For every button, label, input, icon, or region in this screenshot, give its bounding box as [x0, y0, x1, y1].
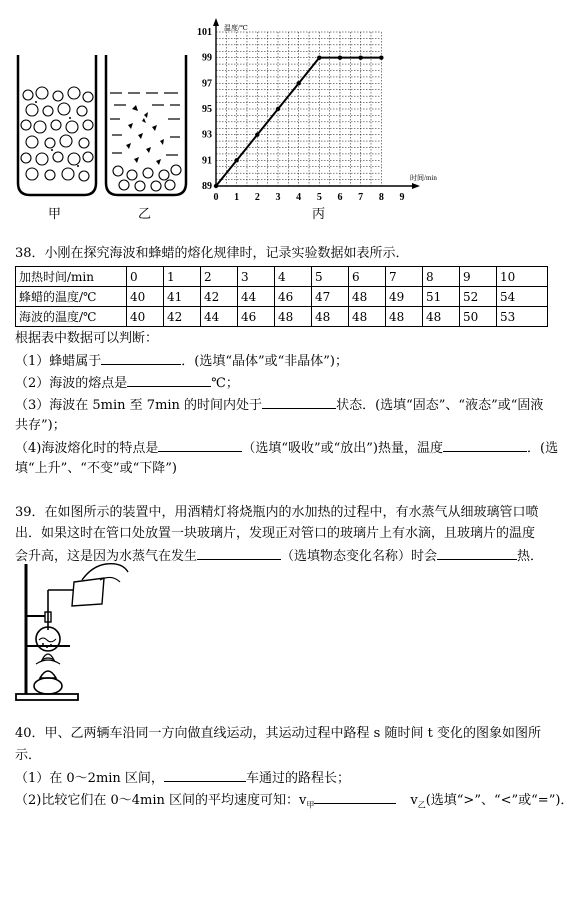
q38-part4-mid: （选填“吸收”或“放出”)热量，温度: [242, 441, 443, 456]
beaker-jia-figure: [12, 55, 102, 200]
table-cell: 42: [201, 287, 238, 307]
x-tick-label: 9: [399, 192, 405, 203]
q40-part2-suffix: (选填“>”、“<”或“=”)．: [425, 793, 574, 808]
table-header-row: [16, 267, 548, 287]
table-cell: 2: [201, 267, 238, 287]
table-cell: 49: [386, 287, 423, 307]
q38-part4-prefix: （4)海波熔化时的特点是: [15, 441, 159, 456]
chart-axes: [213, 18, 420, 189]
x-tick-label: 8: [378, 192, 384, 203]
table-cell: 46: [275, 287, 312, 307]
y-axis-arrow: [213, 18, 219, 26]
x-tick-label: 7: [358, 192, 364, 203]
table-cell: 40: [127, 307, 164, 327]
q40-part1-suffix: 车通过的路程长；: [245, 771, 350, 786]
answer-blank[interactable]: [197, 546, 281, 560]
data-point: [214, 184, 218, 188]
q40-part2-v: v: [410, 793, 418, 808]
y-tick-label: 89: [202, 181, 212, 192]
table-row: [16, 287, 548, 307]
table-cell: 加热时间/min: [16, 267, 127, 287]
table-cell: 53: [497, 307, 548, 327]
y-tick-label: 95: [202, 104, 212, 115]
y-tick-label: 93: [202, 129, 212, 141]
table-cell: 海波的温度/℃: [16, 307, 127, 327]
subscript-yi: 乙: [417, 800, 426, 810]
answer-blank[interactable]: [443, 438, 527, 452]
table-cell: 蜂蜡的温度/℃: [16, 287, 127, 307]
table-cell: 48: [275, 307, 312, 327]
answer-blank[interactable]: [437, 546, 517, 560]
q39-line1: 39．在如图所示的装置中，用酒精灯将烧瓶内的水加热的过程中，有水蒸气从细玻璃管口喷: [15, 505, 539, 520]
q38-part3-cont: 共存”)；: [15, 418, 66, 433]
x-axis-title: 时间/min: [410, 174, 437, 182]
table-cell: 48: [312, 307, 349, 327]
y-tick-label: 97: [202, 78, 212, 90]
q40-part2: [15, 790, 573, 816]
q38-part3: [15, 395, 543, 416]
x-tick-label: 6: [337, 192, 343, 203]
data-point: [379, 55, 383, 59]
table-cell: 9: [460, 267, 497, 287]
q40-line1: 40．甲、乙两辆车沿同一方向做直线运动，其运动过程中路程 s 随时间 t 变化的图象如图所: [15, 726, 541, 741]
table-cell: 52: [460, 287, 497, 307]
x-tick-label: 4: [296, 192, 302, 203]
table-cell: 46: [238, 307, 275, 327]
table-cell: 48: [349, 287, 386, 307]
temperature-time-chart: [190, 18, 440, 216]
table-cell: 41: [164, 287, 201, 307]
table-cell: 48: [423, 307, 460, 327]
answer-blank[interactable]: [101, 351, 181, 365]
q38-data-table: [15, 266, 548, 327]
q38-stem: 38．小刚在探究海波和蜂蜡的熔化规律时，记录实验数据如表所示．: [15, 246, 409, 261]
table-cell: 3: [238, 267, 275, 287]
q40-part1: [15, 768, 350, 789]
data-point: [358, 55, 362, 59]
table-cell: 40: [127, 287, 164, 307]
table-cell: 10: [497, 267, 548, 287]
table-cell: 48: [386, 307, 423, 327]
answer-blank[interactable]: [262, 395, 336, 409]
beaker-yi-label: 乙: [138, 207, 152, 222]
chart-ticks: [197, 27, 405, 203]
data-point: [234, 158, 238, 162]
q39-line3-prefix: 会升高，这是因为水蒸气在发生: [15, 549, 198, 564]
table-cell: 6: [349, 267, 386, 287]
answer-blank[interactable]: [314, 790, 396, 804]
x-tick-label: 0: [213, 192, 219, 203]
q38-part1: [15, 351, 348, 372]
y-tick-label: 99: [202, 52, 212, 64]
table-cell: 1: [164, 267, 201, 287]
heating-apparatus-figure: [12, 560, 132, 702]
q39-line3-mid: （选填物态变化名称）时会: [281, 549, 438, 564]
data-point: [338, 55, 342, 59]
q38-part4: [15, 438, 558, 459]
y-tick-label: 101: [197, 27, 212, 38]
table-cell: 42: [164, 307, 201, 327]
table-cell: 7: [386, 267, 423, 287]
table-cell: 8: [423, 267, 460, 287]
q40-part1-prefix: （1）在 0～2min 区间，: [15, 771, 164, 786]
x-tick-label: 2: [254, 192, 260, 203]
table-cell: 54: [497, 287, 548, 307]
table-cell: 44: [201, 307, 238, 327]
answer-blank[interactable]: [127, 373, 211, 387]
chart-grid: [216, 32, 381, 186]
q38-part1-suffix: ．(选填“晶体”或“非晶体”)；: [181, 354, 349, 369]
q38-part4-suffix: ．(选: [527, 441, 559, 456]
data-point: [317, 55, 321, 59]
answer-blank[interactable]: [164, 768, 246, 782]
q38-part4-cont: 填“上升”、“不变”或“下降”): [15, 461, 177, 476]
table-cell: 0: [127, 267, 164, 287]
q38-part3-suffix: 状态．(选填“固态”、“液态”或“固液: [336, 398, 544, 413]
y-axis-title: 温度/℃: [224, 24, 248, 32]
q40-line2: 示．: [15, 748, 42, 763]
table-cell: 4: [275, 267, 312, 287]
table-cell: 47: [312, 287, 349, 307]
x-tick-label: 1: [234, 192, 240, 203]
q38-intro: 根据表中数据可以判断：: [15, 331, 159, 346]
data-point: [276, 107, 280, 111]
q38-part2-prefix: （2）海波的熔点是: [15, 376, 128, 391]
q38-part3-prefix: （3）海波在 5min 至 7min 的时间内处于: [15, 398, 263, 413]
y-tick-label: 91: [202, 155, 212, 167]
table-row: [16, 307, 548, 327]
q38-part2: [15, 373, 239, 394]
x-tick-label: 3: [275, 192, 281, 203]
x-tick-label: 5: [316, 192, 322, 203]
beaker-yi-figure: [100, 55, 192, 200]
q39-line3-suffix: 热．: [517, 549, 544, 564]
table-cell: 48: [349, 307, 386, 327]
x-axis-arrow: [412, 183, 420, 189]
beaker-jia-label: 甲: [48, 207, 62, 222]
data-point: [255, 132, 259, 136]
q39-line2: 出．如果这时在管口处放置一块玻璃片，发现正对管口的玻璃片上有水滴，且玻璃片的温度: [15, 526, 536, 541]
table-cell: 50: [460, 307, 497, 327]
data-point: [296, 81, 300, 85]
q40-part2-prefix: （2)比较它们在 0～4min 区间的平均速度可知：v: [15, 793, 307, 808]
graph-bing-label: 丙: [312, 207, 326, 222]
q38-part1-prefix: （1）蜂蜡属于: [15, 354, 102, 369]
answer-blank[interactable]: [158, 438, 242, 452]
table-cell: 44: [238, 287, 275, 307]
subscript-jia: 甲: [306, 800, 315, 810]
table-cell: 5: [312, 267, 349, 287]
table-cell: 51: [423, 287, 460, 307]
q38-part2-suffix: ℃；: [211, 376, 239, 391]
